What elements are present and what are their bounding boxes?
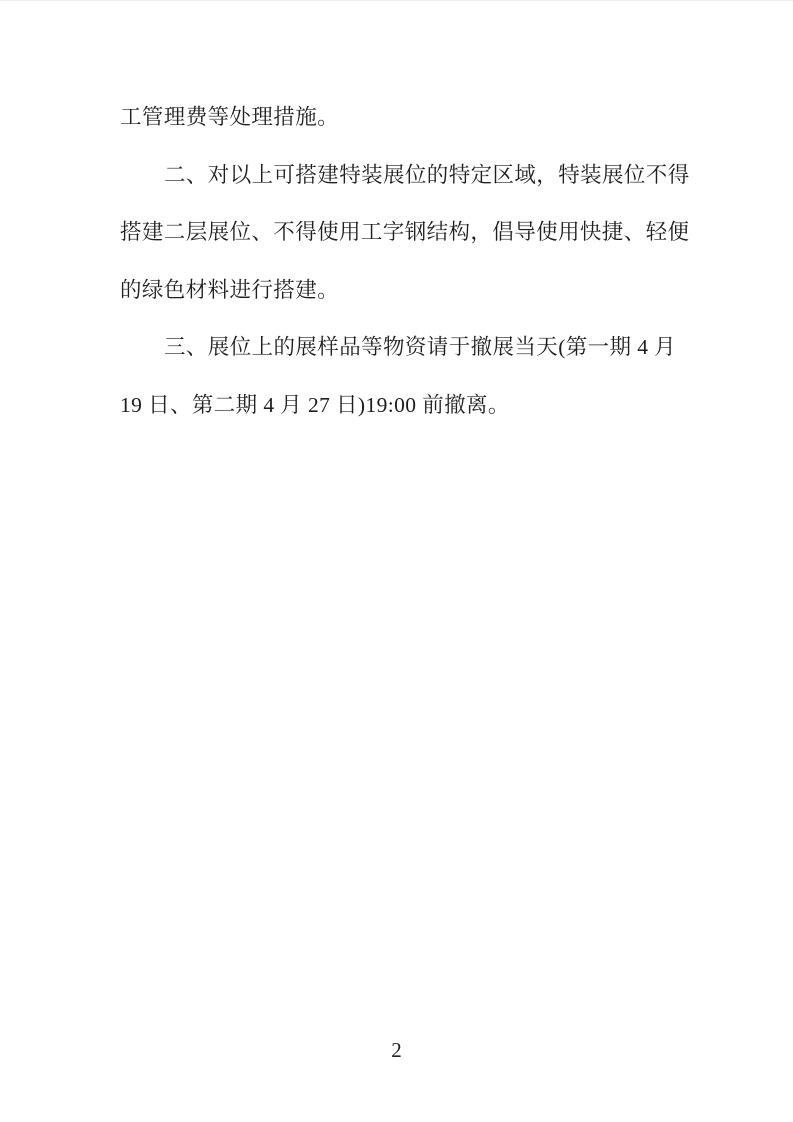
- body-line-6: 19 日、第二期 4 月 27 日)19:00 前撤离。: [120, 392, 510, 417]
- page-number: 2: [391, 1038, 402, 1062]
- body-line-2: 二、对以上可搭建特装展位的特定区域，特装展位不得: [164, 162, 690, 187]
- body-line-3: 搭建二层展位、不得使用工字钢结构，倡导使用快捷、轻便: [120, 220, 690, 245]
- body-text: [120, 89, 690, 435]
- body-line-5: 三、展位上的展样品等物资请于撤展当天(第一期 4 月: [164, 335, 677, 360]
- body-line-1: 工管理费等处理措施。: [120, 105, 340, 129]
- body-line-4: 的绿色材料进行搭建。: [120, 277, 340, 302]
